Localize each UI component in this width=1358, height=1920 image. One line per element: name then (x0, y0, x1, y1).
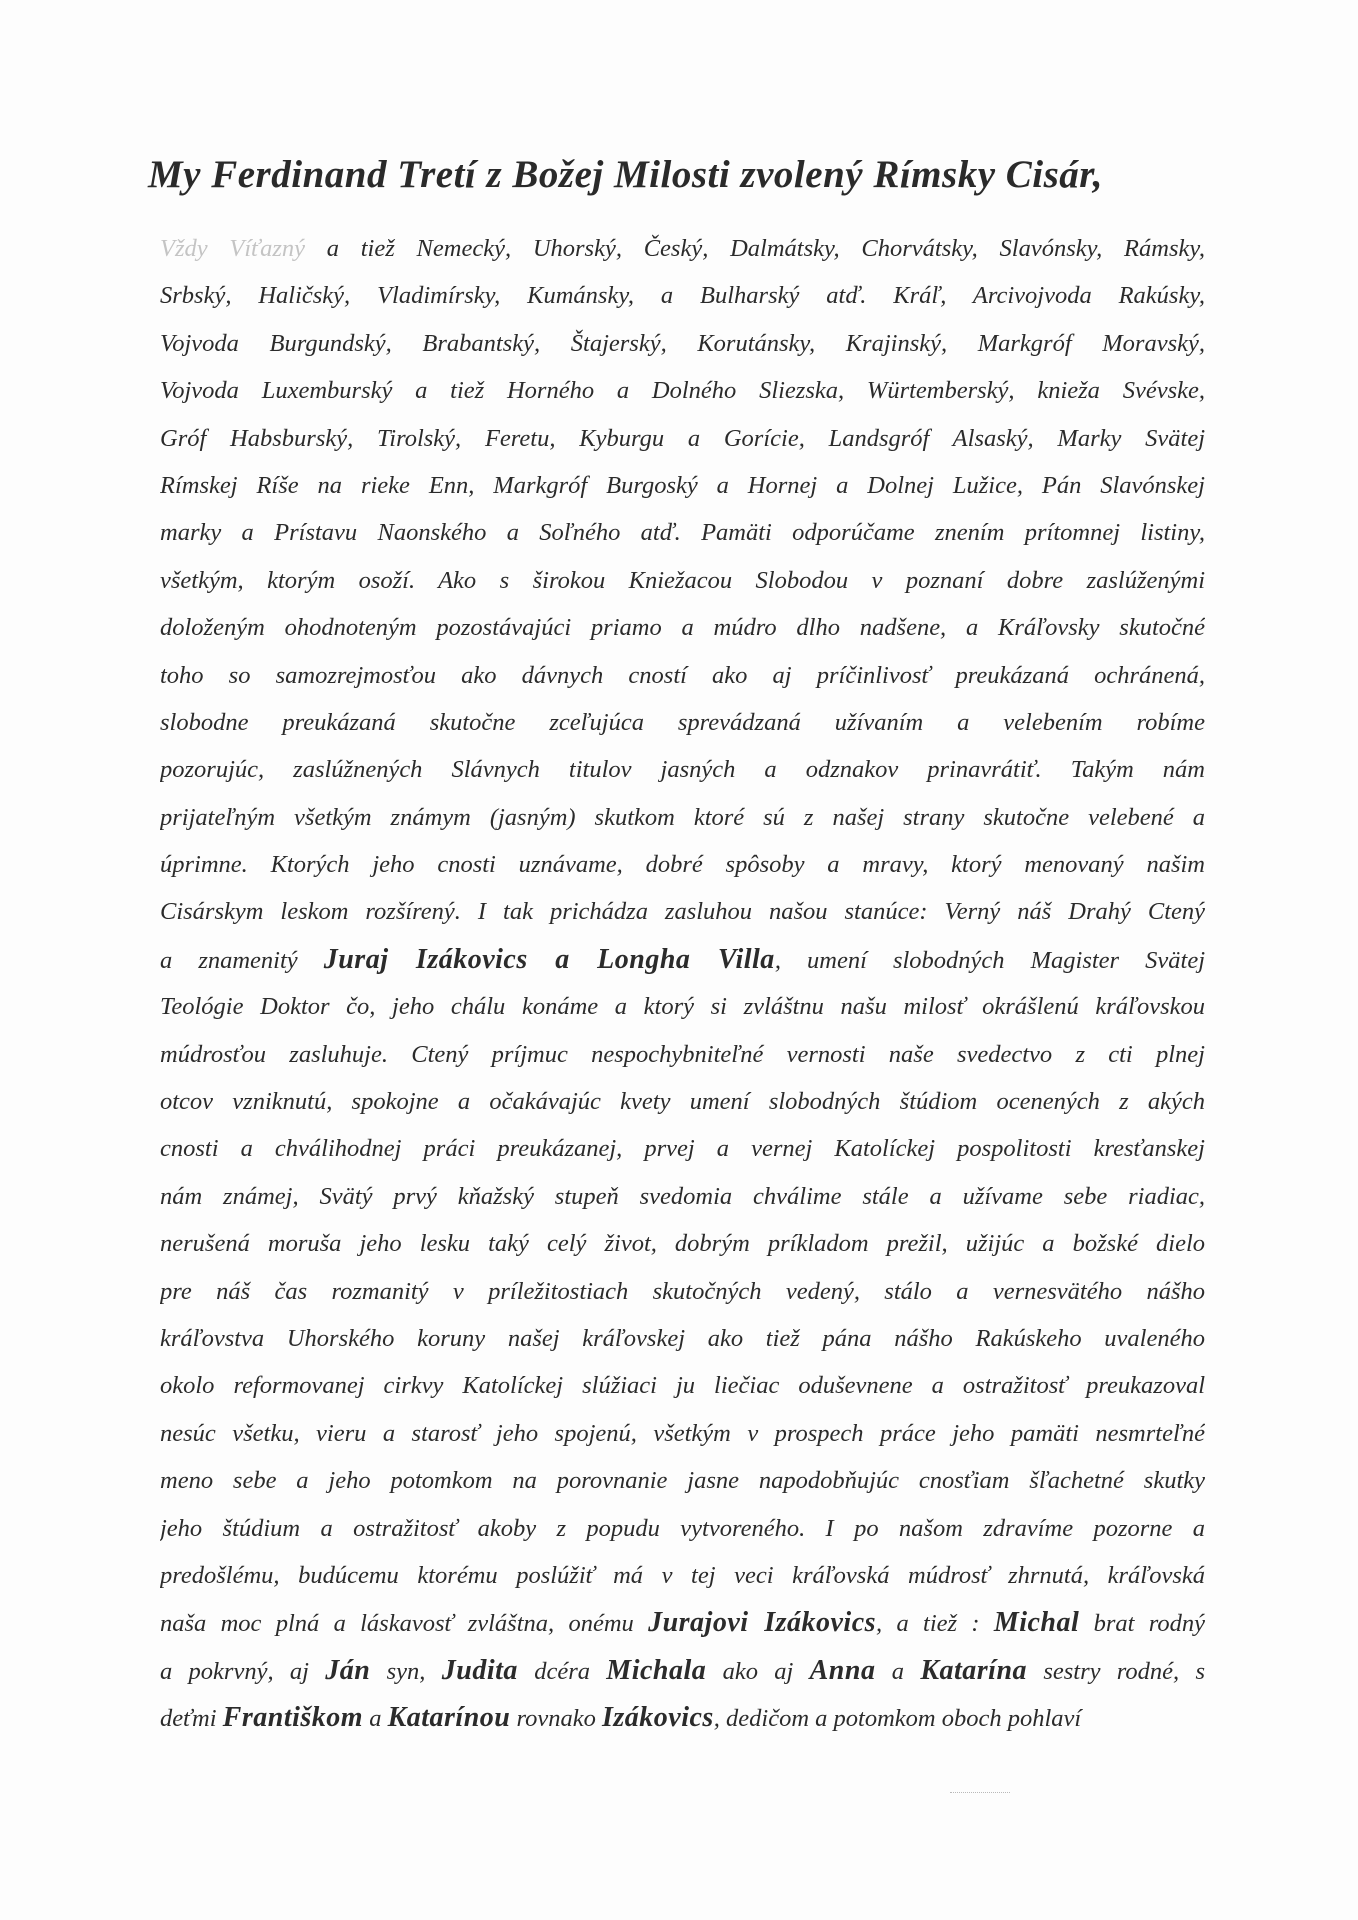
line-text: pozorujúc, zaslúžnených Slávnych titulov jasných a odznakov prinavrátiť. Takým nám (160, 756, 1205, 784)
line-text: a pokrvný, aj (160, 1657, 326, 1685)
text-line (160, 983, 1205, 1030)
person-name: Ján (325, 1654, 371, 1686)
text-line (160, 1694, 1205, 1741)
person-name: Anna (809, 1654, 876, 1686)
line-text: predošlému, budúcemu ktorému poslúžiť má v tej veci kráľovská múdrosť zhrnutá, kráľovská (160, 1561, 1205, 1589)
text-line (160, 1031, 1205, 1078)
person-name: Judita (441, 1654, 518, 1686)
line-text: , a tiež : (876, 1610, 994, 1638)
line-text: nesúc všetku, vieru a starosť jeho spojenú, všetkým v prospech práce jeho pamäti nesmrteľné (160, 1419, 1205, 1447)
person-name: Juraj Izákovics a Longha Villa (323, 943, 775, 975)
text-line (160, 1505, 1205, 1552)
line-text: otcov vzniknutú, spokojne a očakávajúc kvety umení slobodných štúdiom ocenených z akých (160, 1088, 1205, 1116)
line-text: ako aj (706, 1657, 810, 1685)
text-line (160, 509, 1205, 556)
line-text: sestry rodné, s (1027, 1657, 1205, 1685)
text-line (160, 320, 1205, 367)
document-title: My Ferdinand Tretí z Božej Milosti zvolený Rímsky Cisár, (148, 153, 1104, 196)
text-line (160, 1173, 1205, 1220)
line-text: Cisárskym leskom rozšírený. I tak prichádza zasluhou našou stanúce: Verný náš Drahý Ctený (160, 898, 1205, 926)
text-line (160, 1647, 1205, 1694)
line-text: a tiež Nemecký, Uhorský, Český, Dalmátsky, Chorvátsky, Slavónsky, Rámsky, (304, 235, 1205, 262)
line-text: múdrosťou zasluhuje. Ctený príjmuc nespochybniteľné vernosti naše svedectvo z cti plnej (160, 1040, 1205, 1068)
line-text: Gróf Habsburský, Tirolský, Feretu, Kyburgu a Gorície, Landsgróf Alsaský, Marky Svätej (160, 424, 1205, 452)
text-line (160, 462, 1205, 509)
line-text: meno sebe a jeho potomkom na porovnanie jasne napodobňujúc cnosťiam šľachetné skutky (160, 1467, 1205, 1495)
text-line (160, 936, 1205, 983)
text-line (160, 1315, 1205, 1362)
text-line (160, 604, 1205, 651)
text-line (160, 1410, 1205, 1457)
line-text: úprimne. Ktorých jeho cnosti uznávame, dobré spôsoby a mravy, ktorý menovaný našim (160, 851, 1205, 879)
text-line (160, 1078, 1205, 1125)
person-name: Katarínou (387, 1702, 511, 1734)
text-line (160, 699, 1205, 746)
line-text: Rímskej Ríše na rieke Enn, Markgróf Burgoský a Hornej a Dolnej Lužice, Pán Slavónskej (160, 471, 1205, 499)
text-line (160, 1457, 1205, 1504)
line-text: slobodne preukázaná skutočne zceľujúca sprevádzaná užívaním a velebením robíme (160, 708, 1205, 736)
line-text: deťmi (160, 1705, 223, 1733)
text-line (160, 367, 1205, 414)
text-line (160, 1220, 1205, 1267)
document-body (160, 225, 1205, 1742)
text-line (160, 1362, 1205, 1409)
person-name: Františkom (222, 1702, 364, 1734)
line-text: naša moc plná a láskavosť zvláštna, onému (160, 1610, 649, 1638)
text-line (160, 794, 1205, 841)
line-text: prijateľným všetkým známym (jasným) skutkom ktoré sú z našej strany skutočne velebené a (160, 803, 1205, 831)
text-line (160, 557, 1205, 604)
person-name: Jurajovi Izákovics (648, 1607, 877, 1639)
line-text: marky a Prístavu Naonského a Soľného atď. Pamäti odporúčame znením prítomnej listiny, (160, 519, 1205, 547)
line-text: okolo reformovanej cirkvy Katolíckej slúžiaci ju liečiac oduševnene a ostražitosť preukazoval (160, 1372, 1205, 1400)
text-line (160, 1125, 1205, 1172)
line-text: nerušená moruša jeho lesku taký celý život, dobrým príkladom prežil, užijúc a božské dielo (160, 1230, 1205, 1258)
text-line (160, 1599, 1205, 1646)
line-text: Teológie Doktor čo, jeho chálu konáme a ktorý si zvláštnu našu milosť okrášlenú kráľovskou (160, 993, 1205, 1021)
line-text: a (363, 1705, 388, 1733)
line-text: pre náš čas rozmanitý v príležitostiach skutočných vedený, stálo a vernesvätého nášho (160, 1277, 1205, 1305)
text-line (160, 841, 1205, 888)
line-text: , dedičom a potomkom oboch pohlaví (713, 1705, 1082, 1733)
text-line (160, 1552, 1205, 1599)
line-text: Vojvoda Burgundský, Brabantský, Štajerský, Korutánsky, Krajinský, Markgróf Moravský, (160, 329, 1205, 357)
line-text: cnosti a chválihodnej práci preukázanej, prvej a vernej Katolíckej pospolitosti kresťanskej (160, 1135, 1205, 1163)
line-text: Vojvoda Luxemburský a tiež Horného a Dolného Sliezska, Würtemberský, knieža Svévske, (160, 377, 1205, 405)
line-text: , umení slobodných Magister Svätej (774, 946, 1205, 974)
text-line (160, 746, 1205, 793)
person-name: Michala (606, 1654, 707, 1686)
line-text: toho so samozrejmosťou ako dávnych cností ako aj príčinlivosť preukázaná ochránená, (160, 661, 1205, 689)
faded-text: Vždy Víťazný (160, 235, 305, 262)
line-text: jeho štúdium a ostražitosť akoby z popudu vytvoreného. I po našom zdravíme pozorne a (160, 1514, 1205, 1542)
person-name: Katarína (920, 1654, 1028, 1686)
line-text: a znamenitý (160, 946, 324, 974)
text-line (160, 652, 1205, 699)
scan-speck (950, 1792, 1010, 1795)
line-text: dcéra (517, 1657, 607, 1685)
line-text: doloženým ohodnoteným pozostávajúci priamo a múdro dlho nadšene, a Kráľovsky skutočné (160, 614, 1205, 642)
text-line (160, 272, 1205, 319)
line-text: Srbský, Haličský, Vladimírsky, Kumánsky, a Bulharský atď. Kráľ, Arcivojvoda Rakúsky, (160, 282, 1205, 310)
text-line (160, 415, 1205, 462)
text-line (160, 888, 1205, 935)
line-text: syn, (370, 1657, 442, 1685)
line-text: všetkým, ktorým osoží. Ako s širokou Kniežacou Slobodou v poznaní dobre zaslúženými (160, 566, 1205, 594)
line-text: nám známej, Svätý prvý kňažský stupeň svedomia chválime stále a užívame sebe riadiac, (160, 1182, 1205, 1210)
text-line (160, 225, 1205, 272)
line-text: kráľovstva Uhorského koruny našej kráľovskej ako tiež pána nášho Rakúskeho uvaleného (160, 1324, 1205, 1352)
person-name: Izákovics (601, 1702, 714, 1734)
text-line (160, 1268, 1205, 1315)
line-text: rovnako (510, 1705, 602, 1733)
line-text: a (875, 1657, 921, 1685)
person-name: Michal (993, 1607, 1080, 1639)
line-text: brat rodný (1079, 1610, 1205, 1638)
